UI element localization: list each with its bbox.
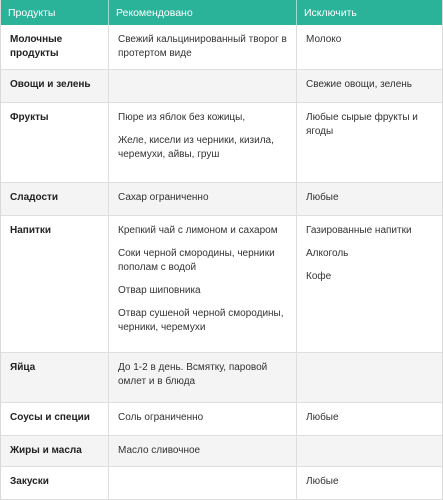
header-products: Продукты [1,0,109,25]
table-header [1,0,442,25]
product-cell: Соусы и специи [1,403,109,435]
recommended-cell [109,25,297,69]
recommended-item: До 1-2 в день. Всмятку, паровой омлет и в блюда [118,362,268,387]
recommended-cell [109,403,297,435]
exclude-cell [297,25,442,69]
recommended-item: Соль ограниченно [118,412,204,423]
exclude-item: Свежие овощи, зелень [306,79,413,90]
product-cell: Овощи и зелень [1,70,109,102]
recommended-item: Масло сливочное [118,445,201,456]
product-cell: Сладости [1,183,109,215]
exclude-item: Алкоголь [306,248,349,259]
table-row [1,70,442,103]
exclude-cell [297,403,442,435]
exclude-item: Молоко [306,34,342,45]
table-row [1,216,442,353]
exclude-item: Любые [306,476,339,487]
product-cell: Напитки [1,216,109,352]
table-row [1,353,442,403]
recommended-item: Пюре из яблок без кожицы, [118,112,246,123]
table-row [1,436,442,467]
header-exclude: Исключить [304,6,357,19]
product-cell: Жиры и масла [1,436,109,466]
recommended-item: Отвар сушеной черной смородины, черники, черемухи [118,308,284,333]
exclude-cell [297,467,442,499]
recommended-item: Желе, кисели из черники, кизила, черемухи, айвы, груш [118,135,274,160]
exclude-cell [297,183,442,215]
exclude-cell [297,70,442,102]
exclude-item: Кофе [306,271,332,282]
recommended-item: Соки черной смородины, черники пополам с водой [118,248,275,273]
exclude-item: Любые [306,192,339,203]
exclude-item: Любые [306,412,339,423]
recommended-cell [109,183,297,215]
recommended-cell [109,467,297,499]
header-recommended: Рекомендовано [109,0,297,25]
product-cell: Фрукты [1,103,109,182]
table-row [1,403,442,436]
exclude-cell [297,353,442,402]
exclude-item: Газированные напитки [306,225,412,236]
recommended-cell [109,103,297,182]
product-cell: Яйца [1,353,109,402]
product-cell: Молочные продукты [1,25,109,69]
exclude-cell [297,216,442,352]
exclude-cell [297,103,442,182]
exclude-item: Любые сырые фрукты и ягоды [306,112,418,137]
table-row [1,103,442,183]
table-row [1,25,442,70]
recommended-item: Сахар ограниченно [118,192,209,203]
recommended-cell [109,436,297,466]
recommended-cell [109,70,297,102]
recommended-cell [109,353,297,402]
table-row [1,183,442,216]
exclude-cell [297,436,442,466]
table-row [1,467,442,500]
recommended-item: Крепкий чай с лимоном и сахаром [118,225,278,236]
recommended-item: Отвар шиповника [118,285,201,296]
recommended-item: Свежий кальцинированный творог в протертом виде [118,34,287,59]
product-cell: Закуски [1,467,109,499]
recommended-cell [109,216,297,352]
